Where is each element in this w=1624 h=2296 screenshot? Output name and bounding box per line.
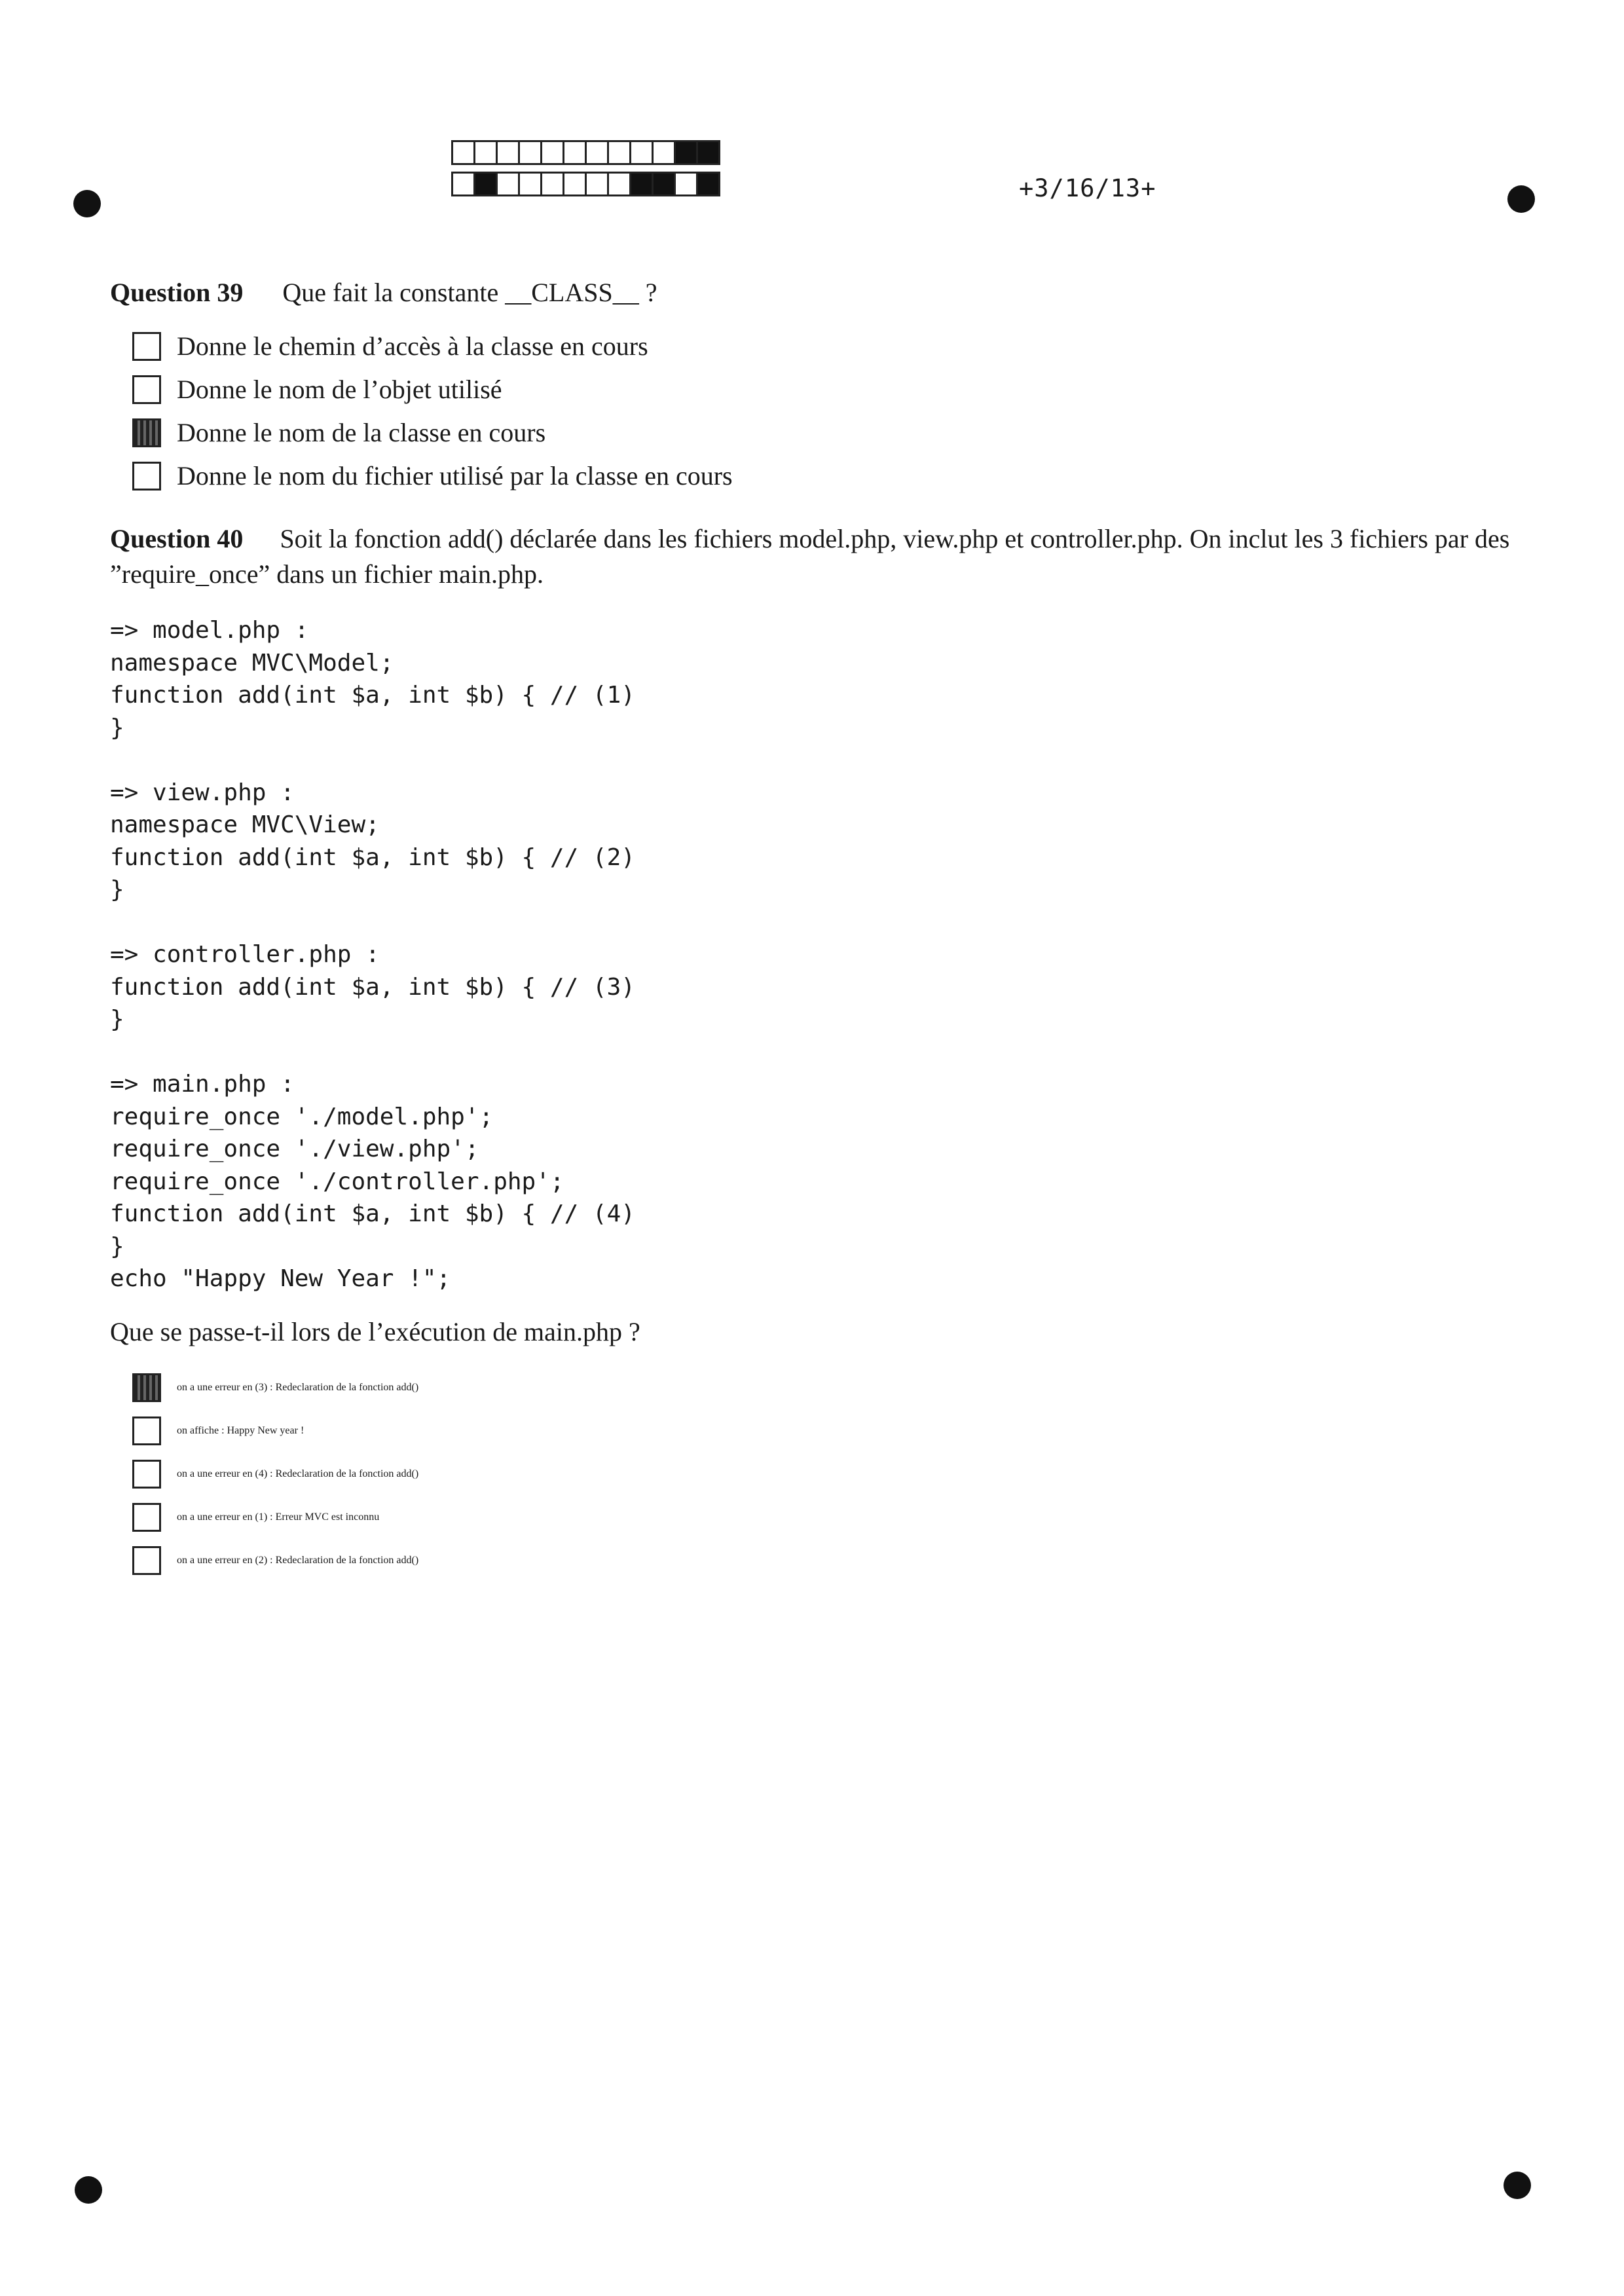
question-prompt: Soit la fonction add() déclarée dans les fichiers model.php, view.php et controller.php. On inclut les 3 fichiers par des ”require_once” dans un fichier main.php. — [110, 524, 1510, 589]
barcode-cell — [451, 172, 475, 196]
code-line: => model.php : — [110, 617, 309, 644]
code-line: } — [110, 714, 124, 741]
answer-choice-text: on a une erreur en (1) : Erreur MVC est inconnu — [177, 1511, 380, 1523]
follow-up-question: Que se passe-t-il lors de l’exécution de main.php ? — [110, 1317, 640, 1346]
checkbox-checked[interactable] — [132, 418, 161, 447]
code-line — [110, 744, 635, 777]
checkbox-empty[interactable] — [132, 1460, 161, 1489]
barcode-cell — [563, 140, 587, 165]
code-line: function add(int $a, int $b) { // (1) — [110, 682, 635, 709]
question-40 — [110, 521, 1511, 592]
barcode-cell — [540, 140, 564, 165]
barcode-cell — [629, 140, 654, 165]
answer-choice[interactable] — [132, 1409, 418, 1453]
checkbox-checked[interactable] — [132, 1373, 161, 1402]
answer-choice-text: Donne le chemin d’accès à la classe en cours — [177, 331, 648, 361]
registration-mark-bottom-right — [1504, 2172, 1531, 2199]
barcode-cell — [496, 172, 520, 196]
answer-choices — [132, 1366, 418, 1582]
barcode-cell — [473, 172, 498, 196]
code-line: => view.php : — [110, 779, 295, 806]
checkbox-empty[interactable] — [132, 462, 161, 491]
code-line: require_once './model.php'; — [110, 1103, 494, 1130]
answer-choice[interactable] — [132, 1539, 418, 1582]
barcode-cell — [696, 140, 720, 165]
answer-choice[interactable] — [132, 368, 1511, 411]
checkbox-empty[interactable] — [132, 375, 161, 404]
code-line: } — [110, 876, 124, 903]
question-label: Question 40 — [110, 524, 244, 553]
page-id: +3/16/13+ — [1019, 174, 1156, 202]
barcode-cell — [496, 140, 520, 165]
barcode-cell — [518, 172, 542, 196]
answer-choice-text: on a une erreur en (2) : Redeclaration de la fonction add() — [177, 1555, 419, 1566]
barcode-cell — [674, 140, 698, 165]
answer-choice[interactable] — [132, 1366, 418, 1409]
question-prompt: Que fait la constante __CLASS__ ? — [282, 278, 657, 307]
code-line: namespace MVC\View; — [110, 811, 380, 838]
barcode-cell — [563, 172, 587, 196]
code-line: namespace MVC\Model; — [110, 649, 394, 676]
barcode-cell — [585, 140, 609, 165]
code-line: require_once './view.php'; — [110, 1136, 479, 1162]
code-line: => main.php : — [110, 1071, 295, 1098]
code-line: function add(int $a, int $b) { // (3) — [110, 973, 635, 1001]
barcode-cell — [451, 140, 475, 165]
code-line — [110, 1036, 635, 1069]
barcode-cell — [652, 172, 676, 196]
code-line: echo "Happy New Year !"; — [110, 1265, 451, 1292]
answer-choice-text: Donne le nom du fichier utilisé par la classe en cours — [177, 461, 733, 491]
code-line: function add(int $a, int $b) { // (4) — [110, 1200, 635, 1227]
answer-choices — [132, 325, 1511, 498]
code-line: } — [110, 1232, 124, 1260]
registration-mark-top-right — [1507, 185, 1535, 213]
code-line: function add(int $a, int $b) { // (2) — [110, 843, 635, 871]
checkbox-empty[interactable] — [132, 332, 161, 361]
checkbox-empty[interactable] — [132, 1546, 161, 1575]
code-line: require_once './controller.php'; — [110, 1168, 564, 1195]
question-label: Question 39 — [110, 278, 244, 307]
barcode-cell — [607, 172, 631, 196]
barcode-cell — [674, 172, 698, 196]
code-line: } — [110, 1006, 124, 1033]
barcode-cell — [473, 140, 498, 165]
question-39 — [110, 275, 1511, 498]
barcode-cell — [585, 172, 609, 196]
answer-choice-text: on affiche : Happy New year ! — [177, 1425, 304, 1436]
answer-choice-text: Donne le nom de l’objet utilisé — [177, 375, 502, 404]
barcode-cell — [652, 140, 676, 165]
barcode-cell — [607, 140, 631, 165]
checkbox-empty[interactable] — [132, 1503, 161, 1532]
barcode-cell — [629, 172, 654, 196]
answer-choice[interactable] — [132, 454, 1511, 498]
answer-choice[interactable] — [132, 325, 1511, 368]
registration-mark-top-left — [73, 190, 101, 217]
answer-choice-text: on a une erreur en (4) : Redeclaration de la fonction add() — [177, 1468, 419, 1479]
answer-choice[interactable] — [132, 1453, 418, 1496]
question-header — [110, 275, 1511, 310]
code-line — [110, 906, 635, 939]
code-listing — [110, 614, 635, 1295]
answer-choice[interactable] — [132, 411, 1511, 454]
code-line: => controller.php : — [110, 941, 380, 968]
barcode-cell — [540, 172, 564, 196]
registration-mark-bottom-left — [75, 2176, 102, 2204]
barcode-bottom-row — [453, 172, 720, 196]
barcode-cell — [696, 172, 720, 196]
answer-choice[interactable] — [132, 1496, 418, 1539]
question-header — [110, 521, 1511, 592]
answer-choice-text: Donne le nom de la classe en cours — [177, 418, 546, 447]
barcode-top-row — [453, 140, 720, 165]
barcode-cell — [518, 140, 542, 165]
answer-choice-text: on a une erreur en (3) : Redeclaration de la fonction add() — [177, 1382, 419, 1393]
checkbox-empty[interactable] — [132, 1416, 161, 1445]
